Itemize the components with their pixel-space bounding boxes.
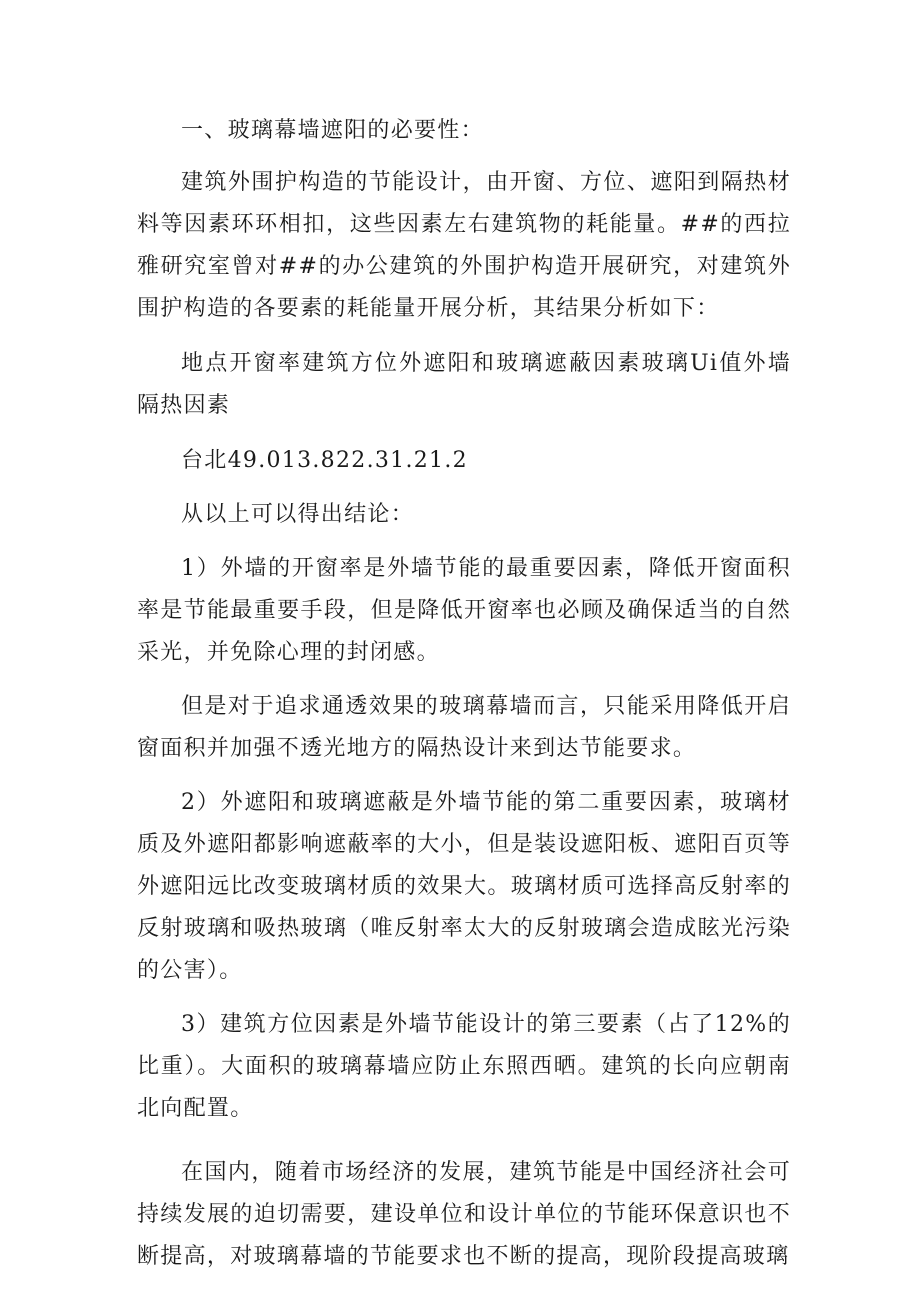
conclusion-item-2: 2）外遮阳和玻璃遮蔽是外墙节能的第二重要因素，玻璃材质及外遮阳都影响遮蔽率的大小，但是装设遮阳板、遮阳百页等外遮阳远比改变玻璃材质的效果大。玻璃材质可选择高反射率的反射玻璃和吸热玻璃（唯反射率太大的反射玻璃会造成眩光污染的公害）。 — [137, 790, 791, 983]
conclusion-lead: 从以上可以得出结论： — [181, 502, 415, 527]
section-heading: 一、玻璃幕墙遮阳的必要性： — [181, 118, 484, 143]
conclusion-item-1: 1）外墙的开窗率是外墙节能的最重要因素，降低开窗面积率是节能最重要手段，但是降低开窗率也必顾及确保适当的自然采光，并免除心理的封闭感。 — [137, 556, 791, 665]
paragraph-intro: 建筑外围护构造的节能设计，由开窗、方位、遮阳到隔热材料等因素环环相扣，这些因素左右建筑物的耗能量。##的西拉雅研究室曾对##的办公建筑的外围护构造开展研究，对建筑外围护构造的各要素的耗能量开展分析，其结果分析如下： — [137, 170, 791, 321]
conclusion-item-1-note: 但是对于追求通透效果的玻璃幕墙而言，只能采用降低开启窗面积并加强不透光地方的隔热设计来到达节能要求。 — [137, 694, 791, 761]
document-body — [137, 110, 791, 1290]
table-header-line: 地点开窗率建筑方位外遮阳和玻璃遮蔽因素玻璃Ui值外墙隔热因素 — [137, 351, 791, 418]
conclusion-item-3: 3）建筑方位因素是外墙节能设计的第三要素（占了12%的比重）。大面积的玻璃幕墙应防止东照西晒。建筑的长向应朝南北向配置。 — [137, 1012, 791, 1121]
table-data-line: 台北49.013.822.31.21.2 — [181, 448, 468, 473]
paragraph-domestic: 在国内，随着市场经济的发展，建筑节能是中国经济社会可持续发展的迫切需要，建设单位和设计单位的节能环保意识也不断提高，对玻璃幕墙的节能要求也不断的提高，现阶段提高玻璃 — [137, 1160, 791, 1269]
